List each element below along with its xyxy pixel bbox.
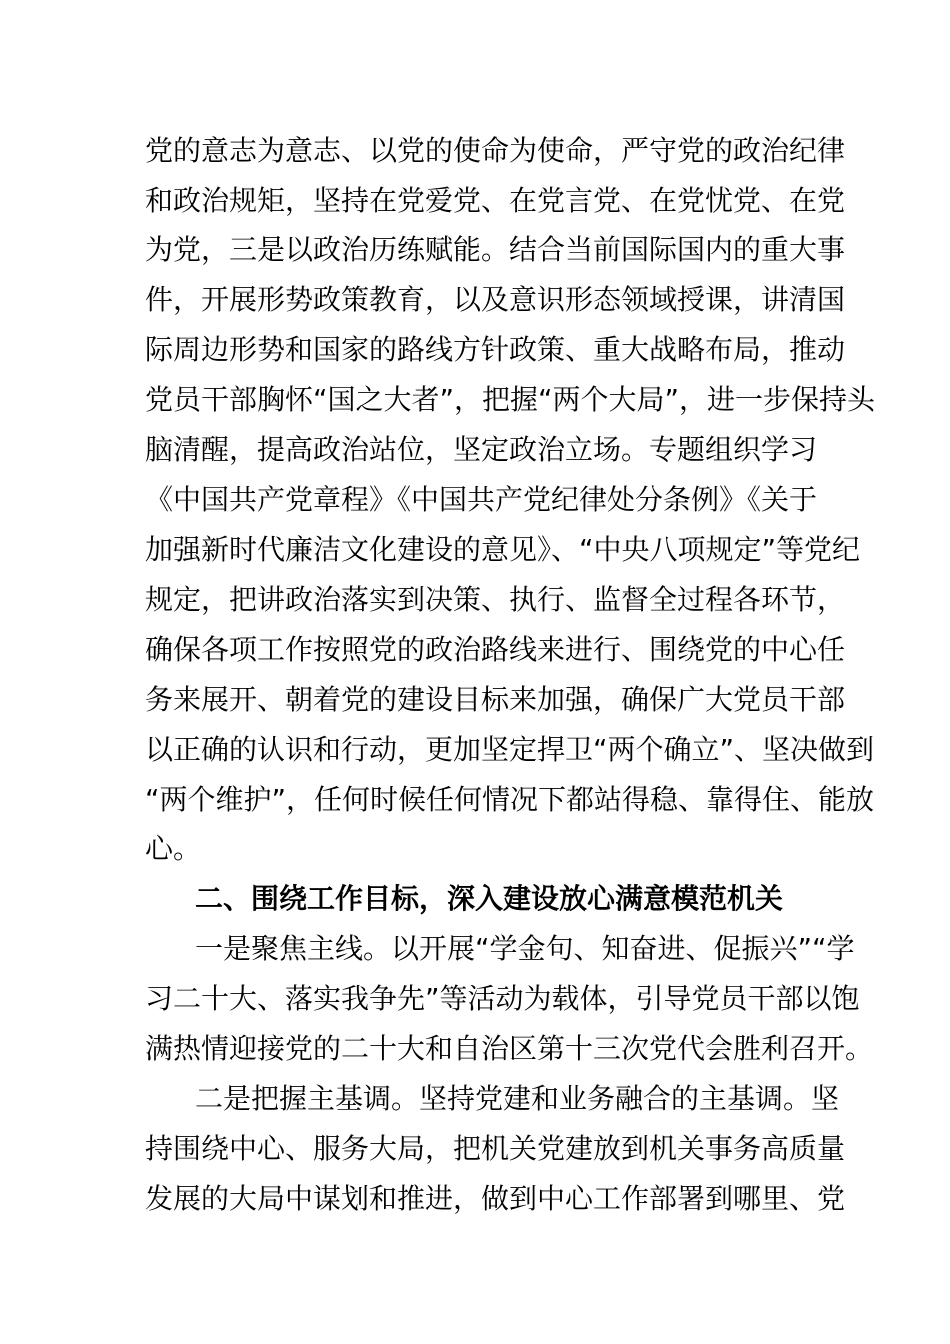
body-text-line: 习二十大、落实我争先”等活动为载体，引导党员干部以饱 [145,982,860,1015]
body-text-line: 际周边形势和国家的路线方针政策、重大战略布局，推动 [145,333,846,366]
body-text-line: 加强新时代廉洁文化建设的意见》、“中央八项规定”等党纪 [145,533,861,566]
body-text-line: 为党，三是以政治历练赋能。结合当前国际国内的重大事 [145,233,846,266]
paragraph-first-line: 二是把握主基调。坚持党建和业务融合的主基调。坚 [195,1082,840,1115]
body-text-line: 党员干部胸怀“国之大者”，把握“两个大局”，进一步保持头 [145,383,876,416]
body-text-line: 脑清醒，提高政治站位，坚定政治立场。专题组织学习 [145,433,818,466]
body-text-line: 党的意志为意志、以党的使命为使命，严守党的政治纪律 [145,134,846,167]
paragraph-first-line: 一是聚焦主线。以开展“学金句、知奋进、促振兴”“学 [195,932,855,965]
body-text-line: 持围绕中心、服务大局，把机关党建放到机关事务高质量 [145,1132,846,1165]
body-text-line: 《中国共产党章程》《中国共产党纪律处分条例》《关于 [145,483,818,516]
body-text-line: “两个维护”，任何时候任何情况下都站得稳、靠得住、能放 [145,783,875,816]
body-text-line: 和政治规矩，坚持在党爱党、在党言党、在党忧党、在党 [145,184,846,217]
body-text-line: 以正确的认识和行动，更加坚定捍卫“两个确立”、坚决做到 [145,733,875,766]
body-text-line: 发展的大局中谋划和推进，做到中心工作部署到哪里、党 [145,1182,846,1215]
body-text-line: 件，开展形势政策教育，以及意识形态领域授课，讲清国 [145,283,846,316]
body-text-line: 心。 [145,832,202,865]
section-heading: 二、围绕工作目标，深入建设放心满意模范机关 [195,882,784,915]
body-text-line: 确保各项工作按照党的政治路线来进行、围绕党的中心任 [145,633,846,666]
body-text-line: 规定，把讲政治落实到决策、执行、监督全过程各环节， [145,583,846,616]
body-text-line: 满热情迎接党的二十大和自治区第十三次党代会胜利召开。 [145,1032,874,1065]
body-text-line: 务来展开、朝着党的建设目标来加强，确保广大党员干部 [145,683,846,716]
